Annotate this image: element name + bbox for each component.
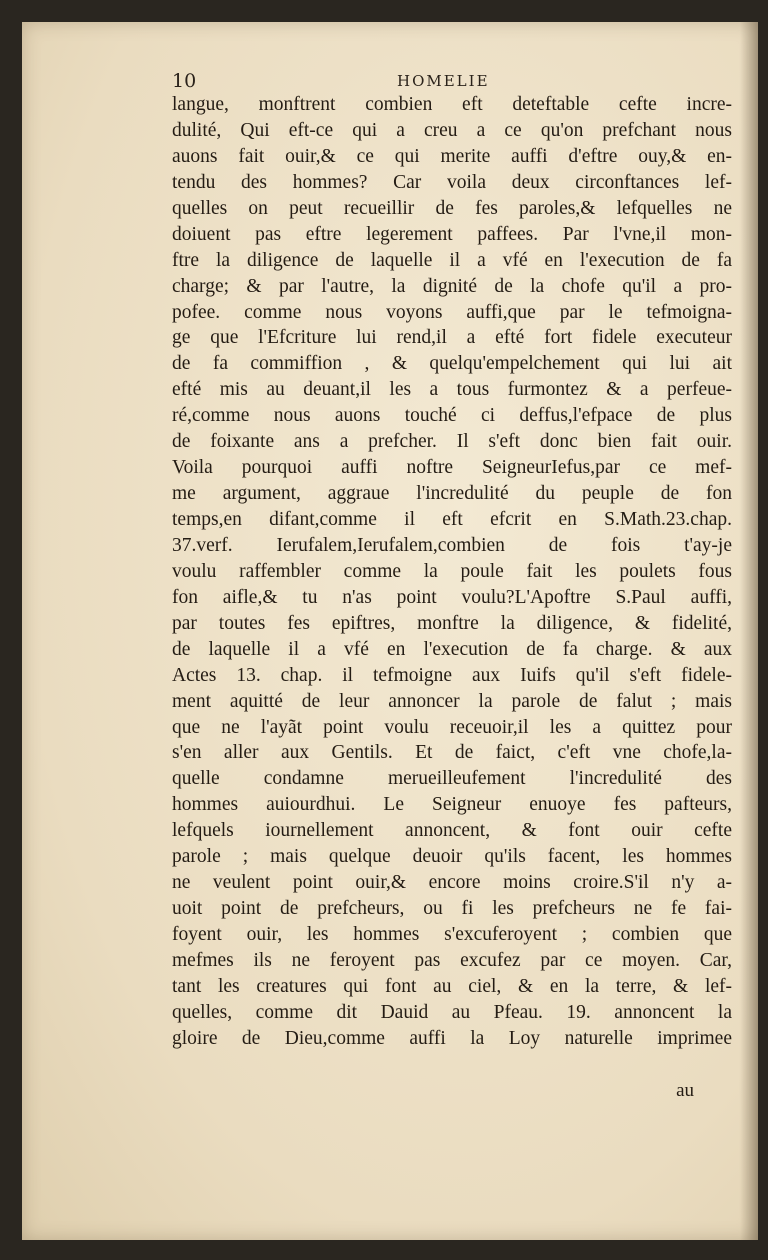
- text-line: tant les creatures qui font au ciel, & en la terre, & lef-: [172, 975, 732, 997]
- text-line: me argument, aggraue l'incredulité du peuple de fon: [172, 483, 732, 505]
- page-header: [172, 70, 732, 94]
- text-line: ftre la diligence de laquelle il a vfé en l'execution de fa: [172, 249, 732, 271]
- text-line: foyent ouir, les hommes s'excuferoyent ; combien que: [172, 924, 732, 945]
- text-line: par toutes fes epiftres, monftre la diligence, & fidelité,: [172, 612, 732, 634]
- text-line: 37.verf. Ierufalem,Ierufalem,combien de fois t'ay-je: [172, 534, 732, 556]
- text-line: ne veulent point ouir,& encore moins croire.S'il n'y a-: [172, 872, 732, 894]
- text-line: tendu des hommes? Car voila deux circonftances lef-: [172, 171, 732, 193]
- text-line: ré,comme nous auons touché ci deffus,l'efpace de plus: [172, 405, 732, 427]
- catchword: au: [676, 1080, 694, 1101]
- text-line: Actes 13. chap. il tefmoigne aux Iuifs qu'il s'eft fidele-: [172, 664, 732, 686]
- text-line: mefmes ils ne feroyent pas excufez par ce moyen. Car,: [172, 949, 732, 971]
- text-line: quelles on peut recueillir de fes paroles,& lefquelles ne: [172, 197, 732, 219]
- page-number: 10: [172, 70, 197, 92]
- text-line: Voila pourquoi auffi noftre SeigneurIefus,par ce mef-: [172, 457, 732, 479]
- text-line: efté mis au deuant,il les a tous furmontez & a perfeue-: [172, 379, 732, 401]
- text-line: que ne l'ayãt point voulu receuoir,il les a quittez pour: [172, 716, 732, 738]
- text-line: temps,en difant,comme il eft efcrit en S.Math.23.chap.: [172, 509, 732, 530]
- text-line: charge; & par l'autre, la dignité de la chofe qu'il a pro-: [172, 275, 732, 297]
- text-line: de laquelle il a vfé en l'execution de fa charge. & aux: [172, 638, 732, 660]
- text-line: fon aifle,& tu n'as point voulu?L'Apoftre S.Paul auffi,: [172, 586, 732, 608]
- text-line: s'en aller aux Gentils. Et de faict, c'eft vne chofe,la-: [172, 742, 732, 764]
- body-text: [172, 92, 732, 1052]
- text-line: parole ; mais quelque deuoir qu'ils facent, les hommes: [172, 846, 732, 868]
- text-line: quelles, comme dit Dauid au Pfeau. 19. annoncent la: [172, 1001, 732, 1023]
- text-line: lefquels iournellement annoncent, & font ouir cefte: [172, 820, 732, 842]
- text-line: uoit point de prefcheurs, ou fi les prefcheurs ne fe fai-: [172, 898, 732, 920]
- text-line: langue, monftrent combien eft deteftable cefte incre-: [172, 94, 732, 115]
- page-gutter-shadow: [740, 22, 758, 1240]
- text-line: ment aquitté de leur annoncer la parole de falut ; mais: [172, 690, 732, 712]
- text-line: doiuent pas eftre legerement paffees. Par l'vne,il mon-: [172, 223, 732, 245]
- text-line: gloire de Dieu,comme auffi la Loy naturelle imprimee: [172, 1027, 732, 1049]
- text-line: quelle condamne merueilleufement l'incredulité des: [172, 768, 732, 790]
- text-line: hommes auiourdhui. Le Seigneur enuoye fes pafteurs,: [172, 794, 732, 816]
- text-line: pofee. comme nous voyons auffi,que par le tefmoigna-: [172, 301, 732, 323]
- text-line: dulité, Qui eft-ce qui a creu a ce qu'on prefchant nous: [172, 119, 732, 141]
- text-line: auons fait ouir,& ce qui merite auffi d'eftre ouy,& en-: [172, 145, 732, 167]
- text-line: ge que l'Efcriture lui rend,il a efté fort fidele executeur: [172, 327, 732, 349]
- text-line: voulu raffembler comme la poule fait les poulets fous: [172, 560, 732, 582]
- text-line: de fa commiffion , & quelqu'empelchement qui lui ait: [172, 353, 732, 375]
- running-title: HOMELIE: [397, 72, 490, 90]
- book-page: [22, 22, 758, 1240]
- text-line: de foixante ans a prefcher. Il s'eft donc bien fait ouir.: [172, 431, 732, 453]
